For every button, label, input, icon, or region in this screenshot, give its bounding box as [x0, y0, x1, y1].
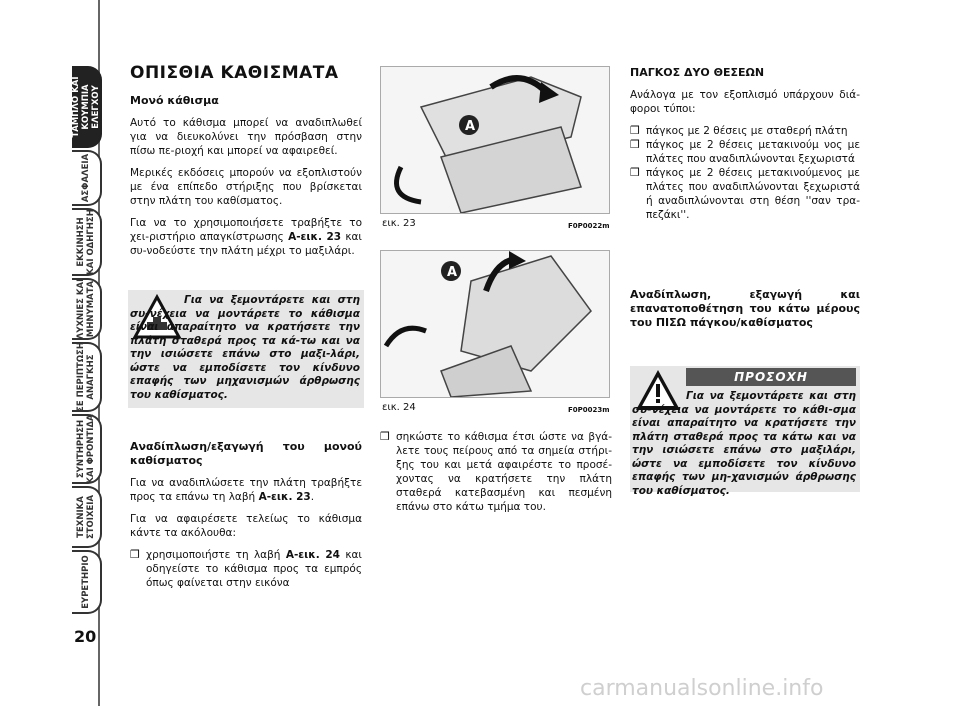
paragraph: Για να αναδιπλώσετε την πλάτη τραβήξτε προς τα επάνω τη λαβή Α-εικ. 23.: [130, 477, 362, 503]
tab-dashboard-controls[interactable]: ΤΑΜΠΛΟ ΚΑΙ ΚΟΥΜΠΙΑ ΕΛΕΓΧΟΥ: [72, 66, 102, 148]
checkbox-bullet-icon: ❒: [630, 166, 640, 179]
tab-technical-data[interactable]: ΤΕΧΝΙΚΑ ΣΤΟΙΧΕΙΑ: [72, 486, 102, 548]
tab-starting-driving[interactable]: ΕΚΚΙΝΗΣΗ ΚΑΙ ΟΔΗΓΗΣΗ: [72, 208, 102, 276]
checkbox-bullet-icon: ❒: [630, 124, 640, 137]
watermark: carmanualsonline.info: [580, 676, 824, 701]
tab-safety[interactable]: ΑΣΦΑΛΕΙΑ: [72, 150, 102, 206]
subheading-two-seat-bench: ΠΑΓΚΟΣ ΔΥΟ ΘΕΣΕΩΝ: [630, 66, 765, 79]
subheading-folding-single-seat: Αναδίπλωση/εξαγωγή του μονού καθίσματος: [130, 440, 362, 467]
checkbox-bullet-icon: ❒: [380, 430, 390, 443]
caution-box: [630, 366, 860, 497]
paragraph: Για να αφαιρέσετε τελείως το κάθισμα κάντε τα ακόλουθα:: [130, 513, 362, 539]
page-number: 20: [74, 627, 97, 646]
figure-23-code: F0P0022m: [568, 222, 610, 230]
paragraph: Αυτό το κάθισμα μπορεί να αναδιπλωθεί για να διευκολύνει την πρόσβαση στην πίσω πε-ριοχή και μπορεί να αφαιρεθεί.: [130, 117, 362, 157]
paragraph: Μερικές εκδόσεις μπορούν να εξοπλιστούν με ένα επίπεδο στήριξης που βρίσκεται στην πλάτη του καθίσματος.: [130, 167, 362, 207]
warning-box: [128, 290, 364, 408]
figure-24-caption: εικ. 24: [382, 402, 416, 413]
figure-24-code: F0P0023m: [568, 406, 610, 414]
list-item: ❒ πάγκος με 2 θέσεις με σταθερή πλάτη: [630, 124, 848, 137]
seat-removal-illustration: [381, 251, 609, 397]
paragraph: Ανάλογα με τον εξοπλισμό υπάρχουν διά-φοροι τύποι:: [630, 89, 860, 115]
seat-illustration: [381, 67, 609, 213]
list-item: ❒ πάγκος με 2 θέσεις μετακινούμ νος με πλάτες που αναδιπλώνονται ξεχωριστά: [630, 138, 860, 165]
middle-column: [380, 430, 612, 514]
svg-text:A: A: [465, 119, 476, 134]
list-item: ❒ πάγκος με 2 θέσεις μετακινούμενος με πλάτες που αναδιπλώνονται ξεχωριστά ή αναδιπλώνονται στη θέση ''σαν τρα-πεζάκι''.: [630, 166, 860, 221]
section-title: ΟΠΙΣΘΙΑ ΚΑΘΙΣΜΑΤΑ: [130, 63, 339, 83]
caution-text: Για να ξεμοντάρετε και στη συ-νέχεια να μοντάρετε το κάθι-σμα είναι απαραίτητο να κρατήσετε την πλάτη σταθερά προς τα κάτω και να την ισιώσετε επάνω στο μαξιλάρι, ώστε να εμποδίσετε τον κίνδυνο επαφής των μη-χανισμών άρθρωσης του καθίσματος.: [632, 390, 856, 497]
left-column: [130, 63, 362, 266]
subheading-single-seat: Μονό κάθισμα: [130, 94, 219, 107]
tab-maintenance[interactable]: ΣΥΝΤΗΡΗΣΗ ΚΑΙ ΦΡΟΝΤΙΔΑ: [72, 414, 102, 484]
checkbox-bullet-icon: ❒: [630, 138, 640, 151]
figure-23-caption: εικ. 23: [382, 218, 416, 229]
subheading-folding-bench: Αναδίπλωση, εξαγωγή και επανατοποθέτηση του κάτω μέρους του ΠΙΣΩ πάγκου/καθίσματος: [630, 288, 860, 329]
caution-title: ΠΡΟΣΟΧΗ: [686, 368, 856, 386]
list-item: ❒ χρησιμοποιήστε τη λαβή Α-εικ. 24 και οδηγείστε το κάθισμα προς τα εμπρός όπως φαίνεται στην εικόνα: [130, 548, 362, 589]
warning-text: Για να ξεμοντάρετε και στη συ-νέχεια να μοντάρετε το κάθισμα είναι απαραίτητο να κρατήσετε την πλάτη σταθερά προς τα κά-τω και να την ισιώσετε επάνω στο μαξι-λάρι, ώστε να εμποδίσετε τον κίνδυνο επαφής των μηχανισμών άρθρωσης του καθίσματος.: [130, 294, 360, 401]
left-column-lower: [130, 440, 362, 590]
list-item: ❒ σηκώστε το κάθισμα έτσι ώστε να βγά-λετε τους πείρους από τα σημεία στήρι-ξης του και μετά αφαιρέστε το προσέ-χοντας να κρατήσετε την πλάτη σταθερά κατεβασμένη και πεσμένη επάνω στο κάτω τμήμα του.: [380, 430, 612, 513]
svg-text:A: A: [447, 265, 458, 280]
chapter-sidebar: [0, 0, 110, 706]
right-column: [630, 66, 860, 222]
figure-23: [380, 66, 610, 214]
right-subheading-block: [630, 288, 860, 338]
tab-emergency[interactable]: ΣΕ ΠΕΡΙΠΤΩΣΗ ΑΝΑΓΚΗΣ: [72, 342, 102, 412]
figure-24: [380, 250, 610, 398]
tab-lights-messages[interactable]: ΛΥΧΝΙΕΣ ΚΑΙ ΜΗΝΥΜΑΤΑ: [72, 278, 102, 340]
tab-index[interactable]: ΕΥΡΕΤΗΡΙΟ: [72, 550, 102, 614]
checkbox-bullet-icon: ❒: [130, 548, 140, 561]
paragraph: Για να το χρησιμοποιήσετε τραβήξτε το χει-ριστήριο απαγκίστρωσης Α-εικ. 23 και συ-νοδεύστε την πλάτη μέχρι το μαξιλάρι.: [130, 217, 362, 257]
